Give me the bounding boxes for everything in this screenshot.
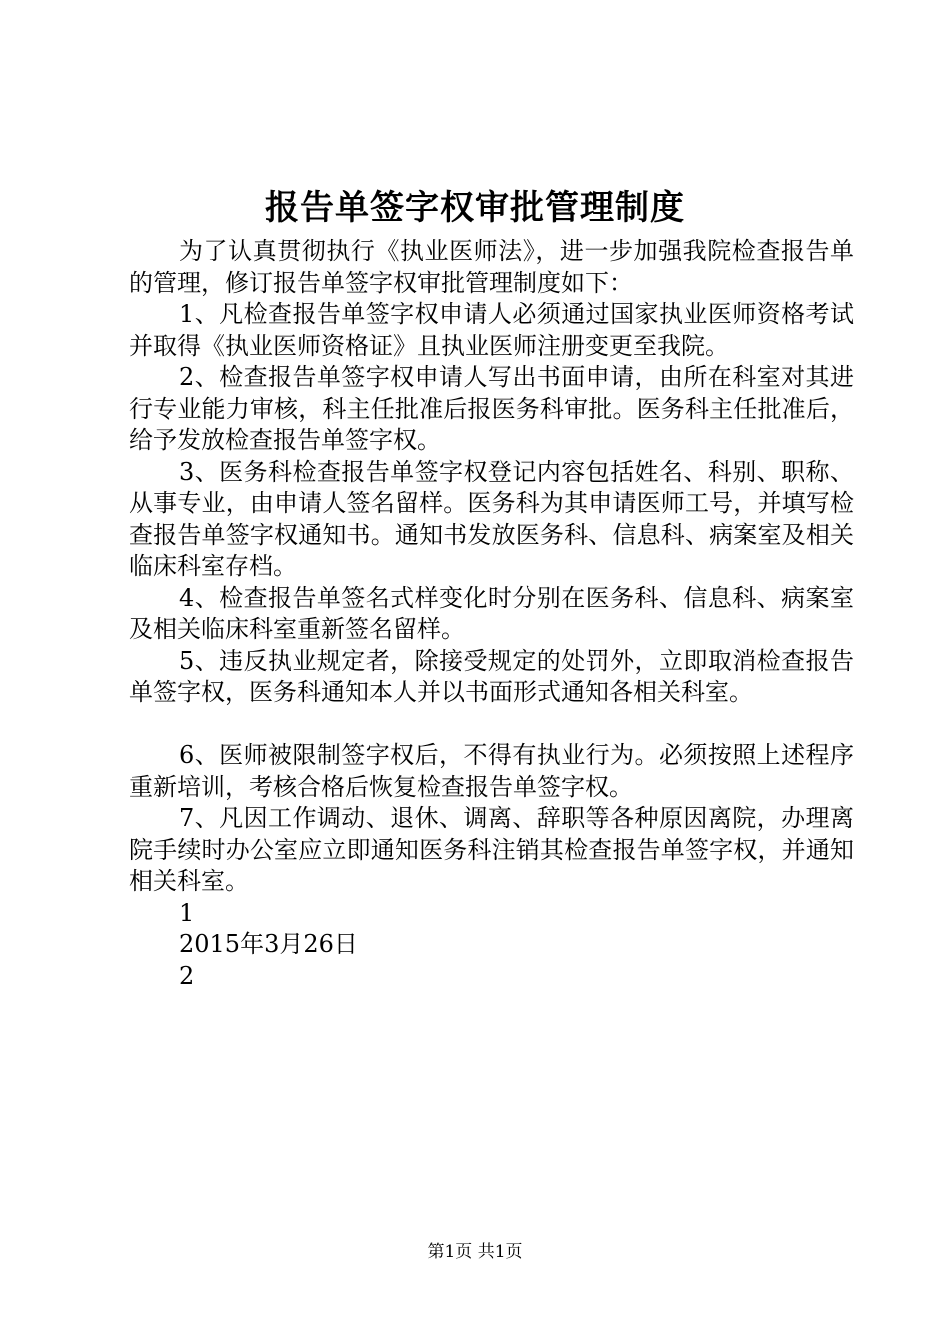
page-footer: 第1页 共1页 xyxy=(427,1242,523,1262)
intro-paragraph: 为了认真贯彻执行《执业医师法》，进一步加强我院检查报告单的管理，修订报告单签字权审批管理制度如下： xyxy=(129,237,854,297)
clause-4: 4、检查报告单签名式样变化时分别在医务科、信息科、病案室及相关临床科室重新签名留样。 xyxy=(129,583,854,643)
clause-1: 1、凡检查报告单签字权申请人必须通过国家执业医师资格考试并取得《执业医师资格证》且执业医师注册变更至我院。 xyxy=(129,300,854,360)
clause-3: 3、医务科检查报告单签字权登记内容包括姓名、科别、职称、从事专业，由申请人签名留样。医务科为其申请医师工号，并填写检查报告单签字权通知书。通知书发放医务科、信息科、病案室及相关临床科室存档。 xyxy=(129,457,854,580)
clause-7: 7、凡因工作调动、退休、调离、辞职等各种原因离院，办理离院手续时办公室应立即通知医务科注销其检查报告单签字权，并通知相关科室。 xyxy=(129,804,854,895)
number-line-1: 1 xyxy=(179,898,195,927)
document-title: 报告单签字权审批管理制度 xyxy=(265,188,685,228)
clause-2: 2、检查报告单签字权申请人写出书面申请，由所在科室对其进行专业能力审核，科主任批准后报医务科审批。医务科主任批准后，给予发放检查报告单签字权。 xyxy=(129,363,854,454)
paragraph-gap xyxy=(129,709,854,741)
number-line-2: 2 xyxy=(179,961,195,990)
clause-5: 5、违反执业规定者，除接受规定的处罚外，立即取消检查报告单签字权，医务科通知本人并以书面形式通知各相关科室。 xyxy=(129,646,854,706)
date-line: 2015年3月26日 xyxy=(179,930,358,958)
clause-6: 6、医师被限制签字权后，不得有执业行为。必须按照上述程序重新培训，考核合格后恢复检查报告单签字权。 xyxy=(129,741,854,801)
document-body xyxy=(129,236,854,992)
